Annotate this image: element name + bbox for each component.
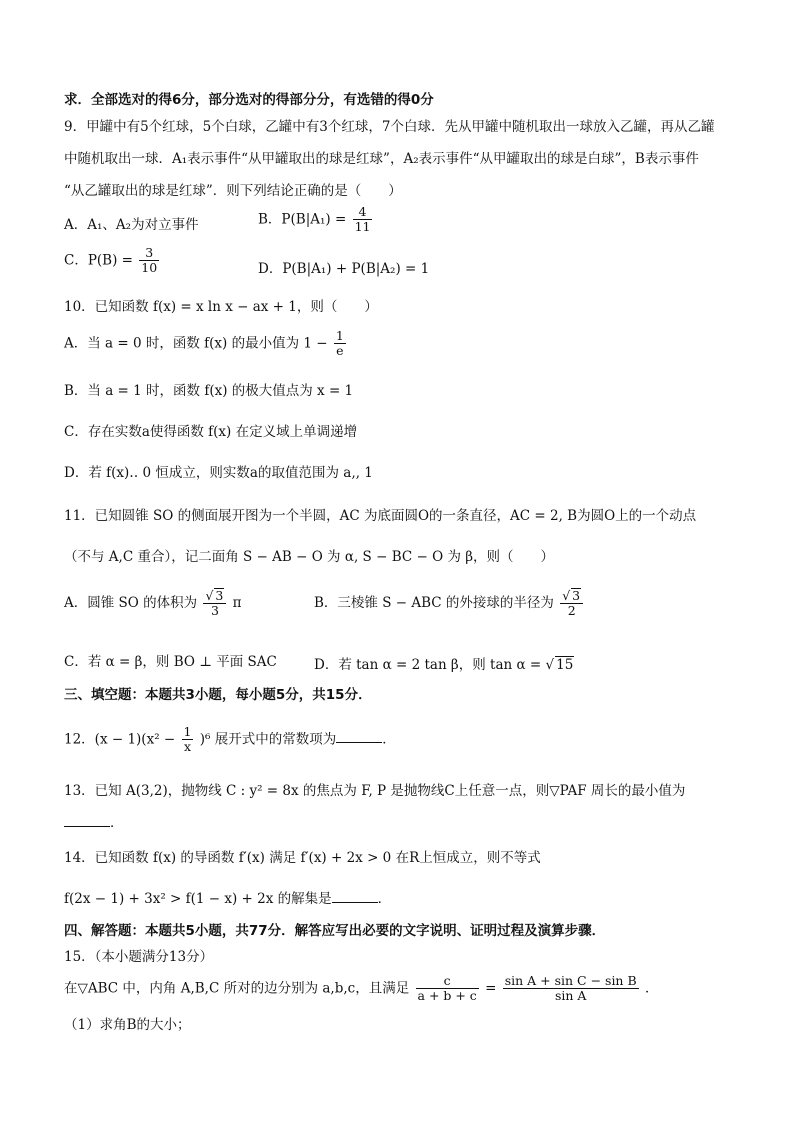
answer-blank[interactable] (336, 742, 382, 743)
q11-line2: （不与 A,C 重合），记二面角 S − AB − O 为 α, S − BC − O 为 β，则（ ） (64, 549, 555, 565)
pi-symbol: π (232, 594, 242, 611)
answer-blank[interactable] (64, 826, 110, 827)
q13-end: ． (110, 815, 124, 831)
q9-option-b (258, 205, 374, 235)
q11-line1: 11．已知圆锥 SO 的侧面展开图为一个半圆，AC 为底面圆O的一条直径，AC = 2, B为圆O上的一个动点 (64, 508, 697, 524)
sqrt-radicand: 3 (572, 588, 581, 603)
q11-option-d-text: D．若 tan α = 2 tan β，则 tan α = (314, 657, 542, 673)
q12-fraction (182, 725, 194, 755)
q13-line1: 13．已知 A(3,2)，抛物线 C : y² = 8x 的焦点为 F, P 是抛物线C上任意一点，则▽PAF 周长的最小值为 (64, 783, 686, 799)
q11-option-a (64, 588, 242, 619)
fraction-denominator: 10 (141, 260, 158, 276)
section-3-heading: 三、填空题：本题共3小题，每小题5分，共15分． (64, 687, 372, 703)
q11-option-b-fraction (560, 588, 583, 619)
q11-option-b-text: B．三棱锥 S − ABC 的外接球的半径为 (314, 594, 554, 611)
q15-stem-text: 在▽ABC 中，内角 A,B,C 所对的边分别为 a,b,c，且满足 (64, 980, 410, 997)
fraction-denominator: 11 (354, 219, 371, 235)
fraction-denominator: e (336, 343, 344, 359)
q12 (64, 725, 396, 755)
scoring-note: 求．全部选对的得6分，部分选对的得部分分，有选错的得0分 (64, 92, 434, 108)
q14-line1: 14．已知函数 f(x) 的导函数 f′(x) 满足 f′(x) + 2x > 0 在R上恒成立，则不等式 (64, 850, 541, 866)
q14-end: ． (377, 891, 392, 907)
q12-end: ． (382, 731, 396, 748)
fraction-numerator: 1 (183, 724, 192, 739)
fraction-numerator: sin A + sin C − sin B (504, 973, 637, 988)
fraction-denominator: x (183, 739, 192, 755)
fraction-denominator: a + b + c (417, 988, 477, 1004)
q12-text-post: )⁶ 展开式中的常数项为 (199, 731, 337, 748)
q9-line2: 中随机取出一球．A₁表示事件“从甲罐取出的球是红球”，A₂表示事件“从甲罐取出的球是白球”，B表示事件 (64, 151, 699, 167)
q9-line1: 9．甲罐中有5个红球，5个白球，乙罐中有3个红球，7个白球．先从甲罐中随机取出一球放入乙罐，再从乙罐 (64, 119, 715, 135)
answer-blank[interactable] (332, 902, 378, 903)
q15-fraction-right (503, 974, 639, 1004)
fraction-denominator: 2 (567, 603, 576, 619)
q15-part1: （1）求角B的大小； (64, 1017, 191, 1033)
fraction-denominator: 3 (210, 603, 219, 619)
sqrt-radicand: 15 (556, 657, 574, 673)
q14-text: f(2x − 1) + 3x² > f(1 − x) + 2x 的解集是 (64, 891, 332, 907)
q15-fraction-left (416, 974, 479, 1004)
q9-option-c-text: C．P(B) = (64, 252, 133, 269)
q10-option-a-text: A．当 a = 0 时，函数 f(x) 的最小值为 1 − (64, 335, 328, 352)
q11-option-a-text: A．圆锥 SO 的体积为 (64, 594, 198, 611)
q14-line2 (64, 890, 391, 908)
fraction-numerator: 3 (139, 246, 159, 261)
q11-option-b (314, 588, 585, 619)
fraction-numerator: √ 3 (203, 588, 226, 604)
q9-option-c (64, 246, 161, 276)
q10-option-a-fraction (334, 329, 346, 359)
q10-stem: 10．已知函数 f(x) = x ln x − ax + 1，则（ ） (64, 299, 378, 315)
q10-option-b: B．当 a = 1 时，函数 f(x) 的极大值点为 x = 1 (64, 383, 354, 399)
fraction-numerator: 1 (335, 328, 344, 343)
q9-option-c-fraction (139, 246, 159, 276)
q11-option-a-fraction (203, 588, 226, 619)
fraction-numerator: c (416, 974, 479, 989)
q11-option-d: D．若 tan α = 2 tan β，则 tan α = √ 15 (314, 657, 574, 673)
fraction-numerator: 4 (353, 205, 373, 220)
q15-header: 15．（本小题满分13分） (64, 949, 214, 965)
q11-option-c: C．若 α = β，则 BO ⊥ 平面 SAC (64, 654, 277, 670)
equals-sign: = (485, 980, 497, 997)
q9-line3: “从乙罐取出的球是红球”．则下列结论正确的是（ ） (64, 183, 402, 199)
q9-option-b-fraction (353, 205, 373, 235)
q9-option-b-text: B．P(B|A₁) = (258, 211, 347, 228)
fraction-denominator: sin A (554, 988, 587, 1004)
q15-stem (64, 974, 658, 1004)
section-4-heading: 四、解答题：本题共5小题，共77分．解答应写出必要的文字说明、证明过程及演算步骤． (64, 923, 606, 939)
q9-option-a: A．A₁、A₂为对立事件 (64, 217, 199, 233)
q15-end: ． (644, 980, 659, 997)
q10-option-d: D．若 f(x)‥ 0 恒成立，则实数a的取值范围为 a‚‚ 1 (64, 465, 373, 481)
q10-option-c: C．存在实数a使得函数 f(x) 在定义域上单调递增 (64, 424, 358, 440)
q13-line2 (64, 814, 124, 832)
fraction-numerator: √ 3 (560, 588, 583, 604)
sqrt-radicand: 3 (215, 588, 224, 603)
q10-option-a (64, 329, 348, 359)
q12-text-pre: 12．(x − 1)(x² − (64, 731, 176, 748)
q9-option-d: D．P(B|A₁) + P(B|A₂) = 1 (258, 261, 430, 277)
